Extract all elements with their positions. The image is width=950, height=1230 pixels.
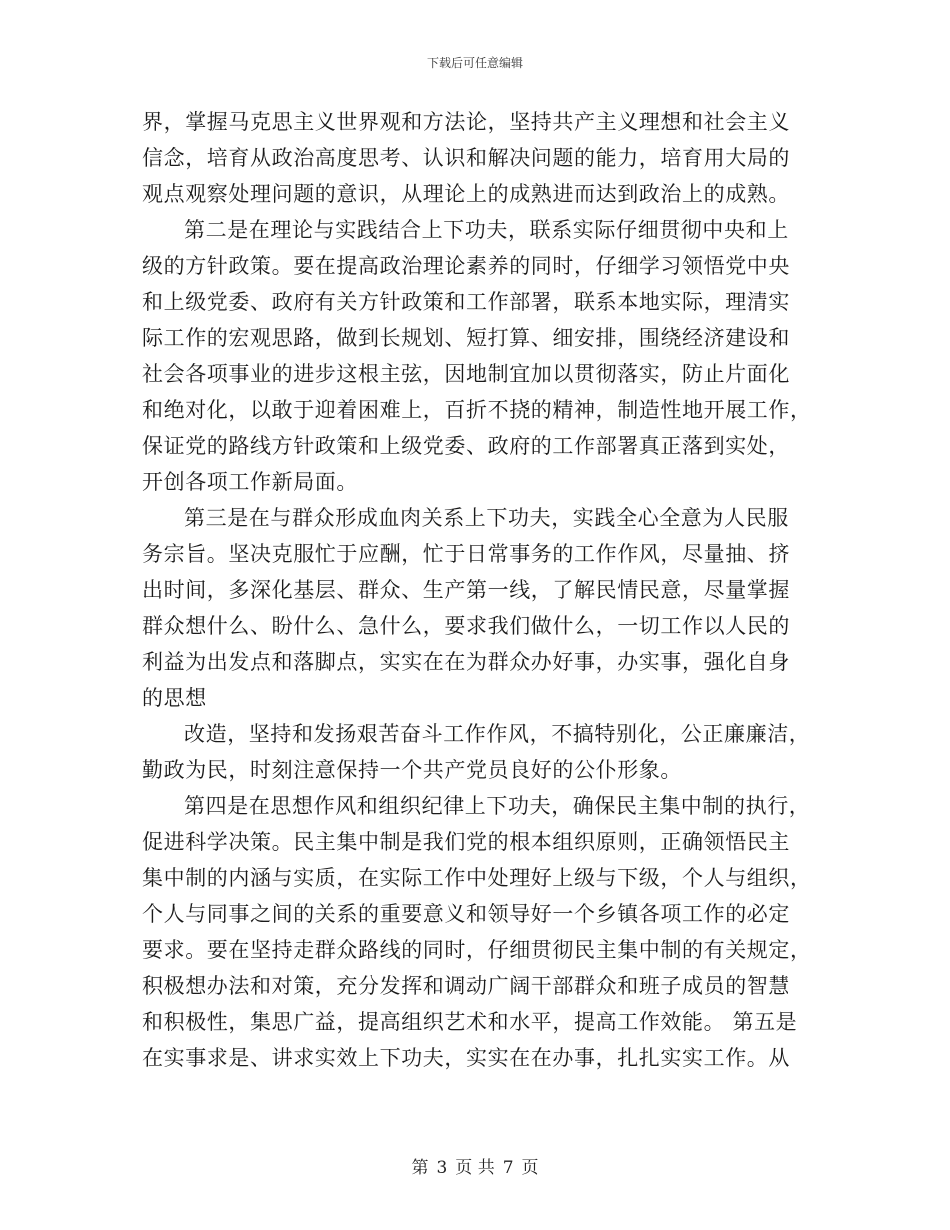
- paragraph-start-line: 改造，坚持和发扬艰苦奋斗工作作风，不搞特别化，公正廉廉洁，: [184, 722, 811, 746]
- text-line: 集中制的内涵与实质，在实际工作中处理好上级与下级，个人与组织，: [142, 866, 812, 890]
- paragraph-start-line: 第二是在理论与实践结合上下功夫，联系实际仔细贯彻中央和上: [184, 218, 789, 242]
- text-line: 际工作的宏观思路，做到长规划、短打算、细安排，围绕经济建设和: [142, 326, 790, 350]
- text-line: 界，掌握马克思主义世界观和方法论，坚持共产主义理想和社会主义: [142, 110, 790, 134]
- page-label-suffix: 页: [521, 1158, 539, 1178]
- text-line: 观点观察处理问题的意识，从理论上的成熟进而达到政治上的成熟。: [142, 182, 790, 206]
- text-line: 在实事求是、讲求实效上下功夫，实实在在办事，扎扎实实工作。从: [142, 1046, 790, 1070]
- text-line: 积极想办法和对策，充分发挥和调动广阔干部群众和班子成员的智慧: [142, 974, 790, 998]
- text-line: 和绝对化，以敢于迎着困难上，百折不挠的精神，制造性地开展工作，: [142, 398, 812, 422]
- text-line: 和积极性，集思广益，提高组织艺术和水平，提高工作效能。 第五是: [142, 1010, 798, 1034]
- text-line: 信念，培育从政治高度思考、认识和解决问题的能力，培育用大局的: [142, 146, 790, 170]
- text-line: 保证党的路线方针政策和上级党委、政府的工作部署真正落到实处，: [142, 434, 790, 458]
- text-line: 促进科学决策。民主集中制是我们党的根本组织原则，正确领悟民主: [142, 830, 790, 854]
- text-line: 开创各项工作新局面。: [142, 470, 358, 494]
- text-line: 和上级党委、政府有关方针政策和工作部署，联系本地实际，理清实: [142, 290, 790, 314]
- text-line: 出时间，多深化基层、群众、生产第一线，了解民情民意，尽量掌握: [142, 578, 790, 602]
- page-header: 下载后可任意编辑: [426, 56, 523, 70]
- page-label-mid: 页 共: [455, 1158, 495, 1178]
- page-number: 3: [436, 1158, 448, 1178]
- text-line: 群众想什么、盼什么、急什么，要求我们做什么，一切工作以人民的: [142, 614, 790, 638]
- text-line: 级的方针政策。要在提高政治理论素养的同时，仔细学习领悟党中央: [142, 254, 790, 278]
- text-line: 务宗旨。坚决克服忙于应酬，忙于日常事务的工作作风，尽量抽、挤: [142, 542, 790, 566]
- text-line: 利益为出发点和落脚点，实实在在为群众办好事，办实事，强化自身: [142, 650, 790, 674]
- text-line: 勤政为民，时刻注意保持一个共产党员良好的公仆形象。: [142, 758, 682, 782]
- document-body: [142, 104, 812, 1076]
- paragraph-start-line: 第三是在与群众形成血肉关系上下功夫，实践全心全意为人民服: [184, 506, 789, 530]
- paragraph-start-line: 第四是在思想作风和组织纪律上下功夫，确保民主集中制的执行，: [184, 794, 811, 818]
- text-line: 要求。要在坚持走群众路线的同时，仔细贯彻民主集中制的有关规定，: [142, 938, 812, 962]
- text-line: 社会各项事业的进步这根主弦，因地制宜加以贯彻落实，防止片面化: [142, 362, 790, 386]
- text-line: 个人与同事之间的关系的重要意义和领导好一个乡镇各项工作的必定: [142, 902, 790, 926]
- total-pages: 7: [502, 1158, 514, 1178]
- page-footer: [0, 1153, 950, 1178]
- page-label-prefix: 第: [411, 1158, 429, 1178]
- text-line: 的思想: [142, 686, 207, 710]
